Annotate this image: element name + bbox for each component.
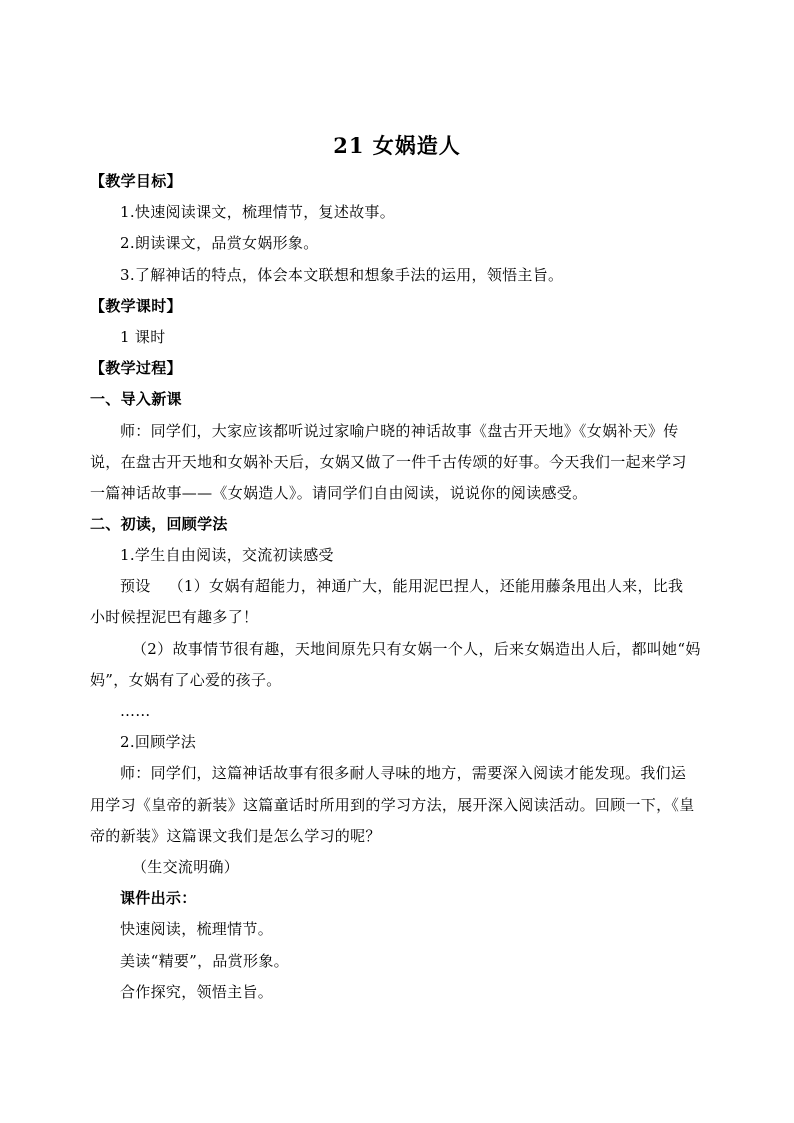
teaching-hours-heading: 【教学课时】 xyxy=(90,297,182,315)
ellipsis-line: …… xyxy=(120,702,151,720)
courseware-item-2: 美读“精要”，品赏形象。 xyxy=(120,952,289,970)
goal-item-1: 1.快速阅读课文，梳理情节，复述故事。 xyxy=(120,203,396,221)
paragraph-line: 师：同学们，这篇神话故事有很多耐人寻味的地方，需要深入阅读才能发现。我们运 xyxy=(120,764,687,782)
subsection-title-2: 2.回顾学法 xyxy=(120,733,197,751)
courseware-item-3: 合作探究，领悟主旨。 xyxy=(120,983,274,1001)
preset-text: （1）女娲有超能力，神通广大，能用泥巴捏人，还能用藤条甩出人来，比我 xyxy=(168,577,684,595)
teaching-process-heading: 【教学过程】 xyxy=(90,359,182,377)
part-two-heading: 二、初读，回顾学法 xyxy=(90,515,228,533)
paragraph-line: （2）故事情节很有趣，天地间原先只有女娲一个人，后来女娲造出人后，都叫她“妈 xyxy=(132,640,701,658)
paragraph-line: 一篇神话故事——《女娲造人》。请同学们自由阅读，说说你的阅读感受。 xyxy=(90,484,588,502)
teaching-goals-heading: 【教学目标】 xyxy=(90,172,182,190)
teaching-hours-value: 1 课时 xyxy=(120,328,166,346)
paragraph-line: 用学习《皇帝的新装》这篇童话时所用到的学习方法，展开深入阅读活动。回顾一下，《皇 xyxy=(90,796,695,814)
part-one-heading: 一、导入新课 xyxy=(90,390,182,408)
page-title: 21 女娲造人 xyxy=(333,133,461,158)
subsection-title-1: 1.学生自由阅读，交流初读感受 xyxy=(120,546,334,564)
paragraph-line: 妈”，女娲有了心爱的孩子。 xyxy=(90,671,282,689)
goal-item-2: 2.朗读课文，品赏女娲形象。 xyxy=(120,234,319,252)
paragraph-line: 小时候捏泥巴有趣多了！ xyxy=(90,608,259,626)
preset-line xyxy=(120,575,730,597)
student-note: （生交流明确） xyxy=(132,858,240,876)
preset-label: 预设 xyxy=(120,577,151,595)
courseware-label: 课件出示： xyxy=(120,889,197,907)
goal-item-3: 3.了解神话的特点，体会本文联想和想象手法的运用，领悟主旨。 xyxy=(120,266,564,284)
paragraph-line: 师：同学们，大家应该都听说过家喻户晓的神话故事《盘古开天地》《女娲补天》传 xyxy=(120,422,679,440)
paragraph-line: 说，在盘古开天地和女娲补天后，女娲又做了一件千古传颂的好事。今天我们一起来学习 xyxy=(90,453,687,471)
paragraph-line: 帝的新装》这篇课文我们是怎么学习的呢？ xyxy=(90,827,381,845)
courseware-item-1: 快速阅读，梳理情节。 xyxy=(120,920,274,938)
